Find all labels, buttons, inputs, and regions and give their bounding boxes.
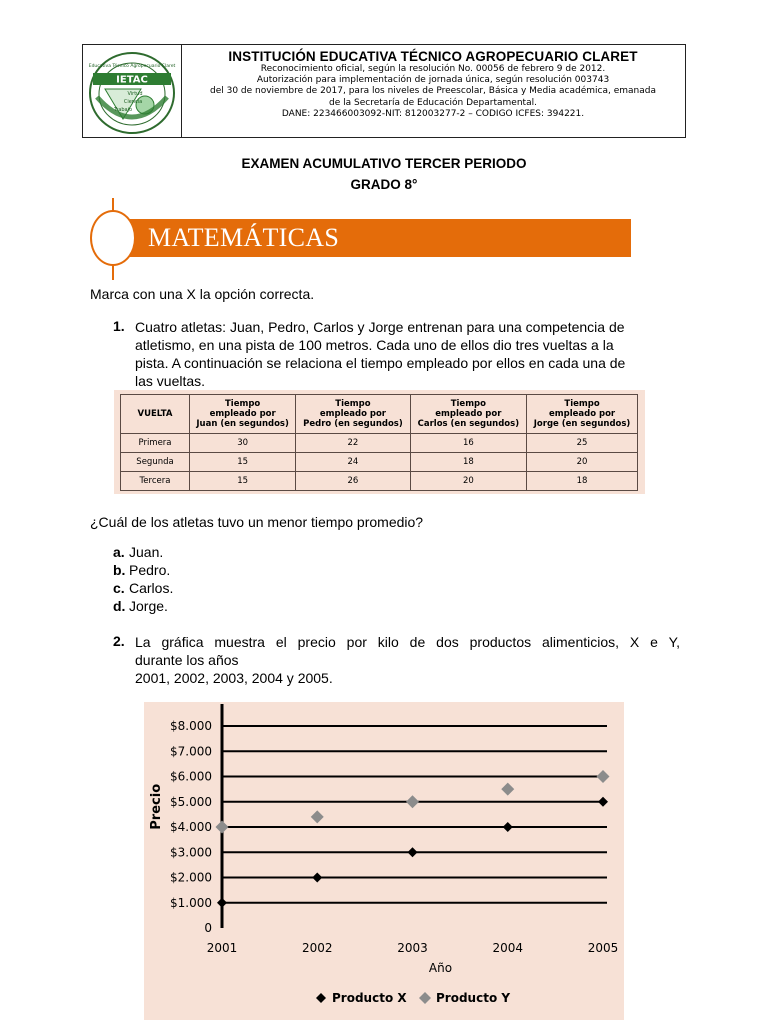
table-cell: 22 (296, 434, 410, 453)
header-line-4: de la Secretaría de Educación Departamental. (329, 97, 537, 108)
q1-number: 1. (113, 318, 125, 334)
table-cell: 20 (410, 472, 526, 491)
exam-grade: GRADO 8° (350, 177, 418, 192)
y-tick-label: $6.000 (170, 769, 212, 784)
exam-title: EXAMEN ACUMULATIVO TERCER PERIODO (241, 156, 527, 171)
y-tick-label: $2.000 (170, 870, 212, 885)
point-producto-y (311, 810, 324, 823)
q2-line-3: 2001, 2002, 2003, 2004 y 2005. (135, 670, 333, 686)
instruction: Marca con una X la opción correcta. (90, 286, 315, 302)
institution-name: INSTITUCIÓN EDUCATIVA TÉCNICO AGROPECUARIO CLARET (228, 49, 638, 64)
school-logo (83, 45, 182, 137)
q2-line-2: durante los años (135, 652, 239, 668)
table-row (121, 472, 638, 491)
table-row (121, 434, 638, 453)
banner-circle (90, 210, 136, 266)
point-producto-x (598, 797, 608, 807)
times-table-wrapper (114, 390, 645, 494)
table-cell: 18 (410, 453, 526, 472)
x-tick-label: 2001 (206, 941, 238, 955)
table-cell: 20 (527, 453, 638, 472)
x-tick-label: 2003 (397, 941, 428, 955)
option-a[interactable]: a. Juan. (113, 544, 164, 560)
y-tick-label: $8.000 (170, 719, 212, 733)
table-cell: 15 (190, 453, 296, 472)
option-c[interactable]: c. Carlos. (113, 580, 174, 596)
x-tick-label: 2002 (301, 941, 333, 955)
header-line-5: DANE: 223466003092-NIT: 812003277-2 – CODIGO ICFES: 394221. (281, 108, 585, 119)
legend-marker (316, 993, 326, 1003)
q1-line-2: atletismo, en una pista de 100 metros. Cada uno de ellos dio tres vueltas a la (135, 337, 614, 353)
table-cell: 16 (410, 434, 526, 453)
table-cell: 24 (296, 453, 410, 472)
option-b[interactable]: b. Pedro. (113, 562, 171, 578)
y-tick-label: $1.000 (170, 895, 212, 910)
point-producto-x (408, 847, 418, 857)
x-tick-label: 2005 (587, 941, 619, 955)
table-cell: 15 (190, 472, 296, 491)
price-chart (144, 702, 624, 1020)
header-text (181, 49, 685, 120)
header-jorge: Tiempo empleado por Jorge (en segundos) (527, 395, 638, 434)
point-producto-x (217, 898, 227, 908)
header-line-3: del 30 de noviembre de 2017, para los niveles de Preescolar, Básica y Media académica, emanada (209, 86, 656, 97)
header-line-2: Autorización para implementación de jornada única, según resolución 003743 (256, 75, 610, 86)
q2-line-1: La gráfica muestra el precio por kilo de dos productos alimenticios, X e Y, (135, 634, 680, 650)
logo-ring-text: Educativa Técnico Agropecuario Claret (88, 64, 176, 69)
logo-center-1: Virtud (127, 91, 143, 97)
point-producto-y (597, 770, 610, 783)
header-box (82, 44, 686, 138)
header-juan: Tiempo empleado por Juan (en segundos) (190, 395, 296, 434)
point-producto-y (216, 821, 229, 834)
q2-number: 2. (113, 633, 125, 649)
x-tick-label: 2004 (492, 941, 524, 955)
point-producto-x (503, 822, 513, 832)
header-vuelta: VUELTA (121, 395, 190, 434)
y-axis-label: Precio (149, 783, 164, 830)
legend-label: Producto X (332, 991, 407, 1005)
table-cell: Primera (121, 434, 190, 453)
table-header-row (121, 395, 638, 434)
point-producto-y (406, 795, 419, 808)
header-line-1: Reconocimiento oficial, según la resolución No. 00056 de febrero 9 de 2012. (260, 64, 606, 74)
logo-banner-text: IETAC (116, 74, 148, 86)
subject-title: MATEMÁTICAS (148, 223, 340, 252)
point-producto-x (312, 873, 322, 883)
q2-text (135, 633, 680, 687)
logo-center-3: Trabajo (113, 107, 133, 113)
table-cell: 26 (296, 472, 410, 491)
y-tick-label: $4.000 (170, 820, 212, 834)
q1-line-1: Cuatro atletas: Juan, Pedro, Carlos y Jorge entrenan para una competencia de (135, 319, 625, 335)
y-tick-label: $7.000 (170, 744, 212, 759)
legend-marker (419, 992, 431, 1004)
logo-center-2: Ciencia (123, 99, 143, 105)
q1-text (135, 318, 680, 390)
y-tick-label: 0 (204, 921, 212, 935)
times-table (120, 394, 638, 491)
y-tick-label: $3.000 (170, 845, 212, 860)
legend-label: Producto Y (436, 991, 511, 1005)
table-cell: Segunda (121, 453, 190, 472)
table-cell: 25 (527, 434, 638, 453)
q1-line-3: pista. A continuación se relaciona el tiempo empleado por ellos en cada una de (135, 355, 626, 371)
option-d[interactable]: d. Jorge. (113, 598, 168, 614)
point-producto-y (501, 783, 514, 796)
table-row (121, 453, 638, 472)
y-tick-label: $5.000 (170, 794, 212, 809)
header-pedro: Tiempo empleado por Pedro (en segundos) (296, 395, 410, 434)
header-carlos: Tiempo empleado por Carlos (en segundos) (410, 395, 526, 434)
q1-question: ¿Cuál de los atletas tuvo un menor tiempo promedio? (90, 514, 424, 530)
table-cell: 30 (190, 434, 296, 453)
banner-line-bottom (112, 264, 114, 280)
table-cell: 18 (527, 472, 638, 491)
q1-line-4: las vueltas. (135, 373, 206, 389)
table-cell: Tercera (121, 472, 190, 491)
x-axis-label: Año (428, 961, 453, 975)
